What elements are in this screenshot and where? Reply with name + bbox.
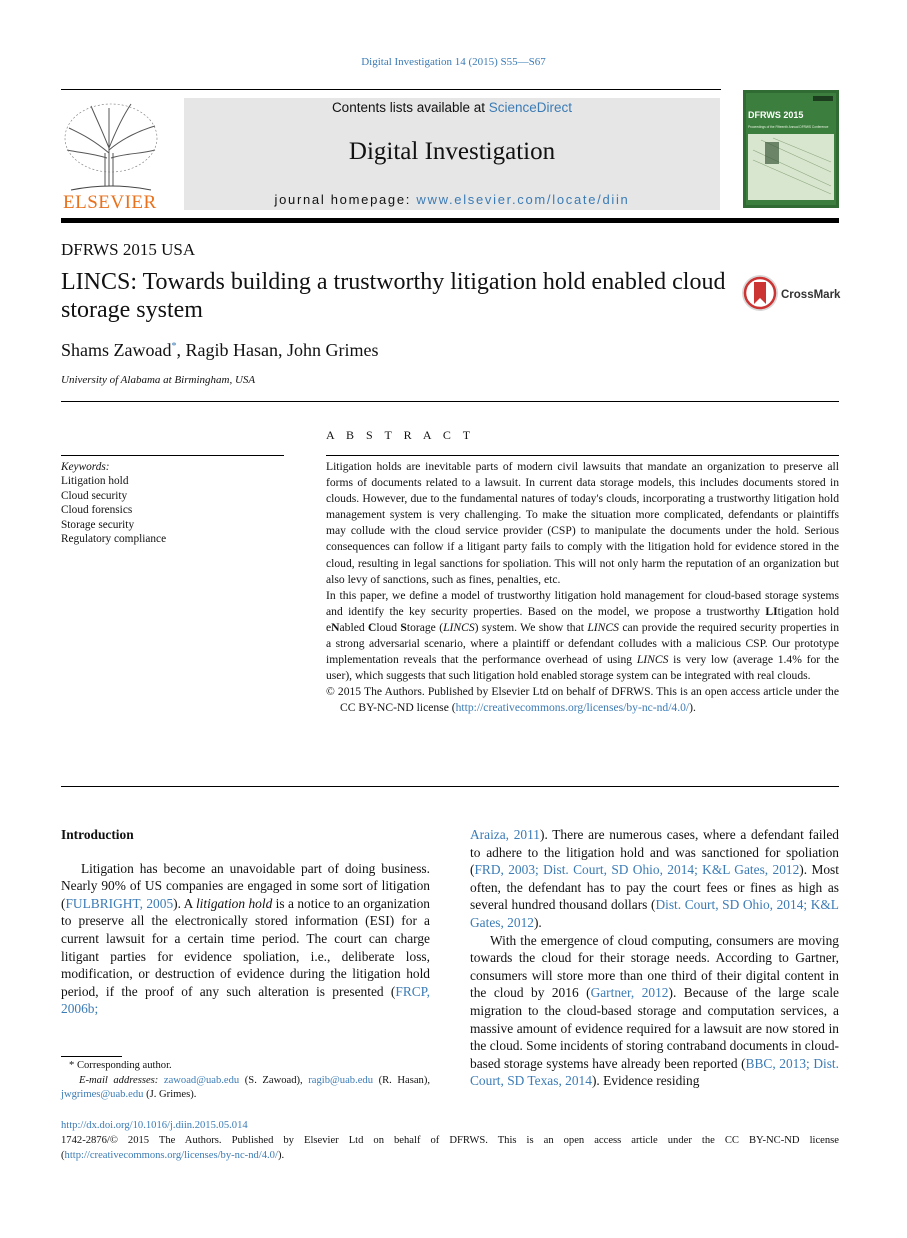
corresponding-author-mark[interactable]: *: [171, 341, 177, 352]
footnote-rule: [61, 1056, 122, 1057]
cover-subtitle: Proceedings of the Fifteenth Annual DFRWS Conference: [748, 125, 829, 129]
email-note: E-mail addresses: zawoad@uab.edu (S. Zawoad), ragib@uab.edu (R. Hasan), jwgrimes@uab.edu (J. Grimes).: [61, 1074, 431, 1101]
email-link[interactable]: ragib@uab.edu: [308, 1074, 374, 1086]
journal-name: Digital Investigation: [348, 138, 556, 165]
keyword-item: Cloud security: [61, 489, 128, 502]
reference-link[interactable]: FRCP, 2006b;: [61, 983, 430, 1017]
crossmark-button[interactable]: [741, 273, 841, 313]
header-bottom-rule: [61, 218, 839, 223]
abstract-paragraph: Litigation holds are inevitable parts of modern civil lawsuits that mandate an organization to preserve all forms of documents related to a lawsuit. In current data storage models, this includes documents stored in clouds. However, due to the fundamental natures of today's clouds, incorporating a trustworthy litigation hold management system is very challenging. To make the situation more complicated, defendants or plaintiffs may collude with the cloud service provider (CSP) to manipulate the documents under the hold. Serious consequences can follow if a litigant party fails to comply with the litigation hold for evidence stored in the cloud, resulting in legal sanctions for spoliation. This will not only harm the reputation of an organization but also levy of sanctions, such as fines, penalties, etc.: [326, 460, 839, 586]
elsevier-wordmark: ELSEVIER: [63, 192, 157, 210]
email-link[interactable]: zawoad@uab.edu: [163, 1074, 240, 1086]
header-top-rule: [61, 89, 721, 90]
contents-prefix: Contents lists available at: [331, 100, 489, 115]
keywords-block: [61, 460, 284, 546]
doi-line[interactable]: [61, 1120, 248, 1131]
body-column-left: [61, 826, 430, 1018]
corresponding-note: * Corresponding author.: [69, 1060, 172, 1071]
divider: [61, 786, 839, 787]
author-1: Shams Zawoad: [61, 340, 172, 360]
reference-link[interactable]: FULBRIGHT, 2005: [65, 895, 174, 911]
homepage-prefix: journal homepage:: [274, 192, 417, 207]
doi-link[interactable]: http://dx.doi.org/10.1016/j.diin.2015.05.014: [61, 1120, 248, 1131]
section-tag: DFRWS 2015 USA: [61, 240, 196, 259]
license-link[interactable]: http://creativecommons.org/licenses/by-nc-nd/4.0/: [64, 1149, 278, 1161]
sciencedirect-link[interactable]: ScienceDirect: [488, 100, 573, 115]
author-list: [61, 340, 378, 361]
keyword-item: Cloud forensics: [61, 504, 133, 517]
reference-link[interactable]: FRD, 2003; Dist. Court, SD Ohio, 2014; K&L Gates, 2012: [474, 862, 800, 878]
article-title: LINCS: Towards building a trustworthy litigation hold enabled cloud storage system: [61, 269, 726, 323]
keyword-item: Litigation hold: [61, 475, 129, 488]
journal-citation[interactable]: [0, 56, 907, 68]
affiliation: University of Alabama at Birmingham, USA: [61, 374, 256, 386]
keyword-item: Regulatory compliance: [61, 533, 167, 546]
divider: [61, 455, 284, 456]
body-paragraph: With the emergence of cloud computing, consumers are moving towards the cloud for their storage needs. According to Gartner, consumers will store more than one third of their digital content in the cloud by 2016 (Gartner, 2012). Because of the large scale migration to the cloud-based storage and computation services, a massive amount of evidence required for a lawsuit are now stored in the cloud. Some incidents of storing contraband documents in cloud-based storage systems have already been reported (BBC, 2013; Dist. Court, SD Texas, 2014). Evidence residing: [470, 932, 839, 1089]
homepage-line: [184, 192, 720, 207]
reference-link[interactable]: Dist. Court, SD Ohio, 2014; K&L Gates, 2012: [470, 897, 839, 930]
citation-link[interactable]: Digital Investigation 14 (2015) S55—S67: [361, 56, 546, 68]
keywords-heading: Keywords:: [61, 461, 110, 473]
section-heading: Introduction: [61, 827, 134, 842]
divider: [326, 455, 839, 456]
homepage-link[interactable]: www.elsevier.com/locate/diin: [416, 192, 630, 207]
license-link[interactable]: http://creativecommons.org/licenses/by-nc-nd/4.0/: [455, 701, 690, 715]
email-link[interactable]: jwgrimes@uab.edu: [61, 1089, 144, 1101]
issn-line: 1742-2876/© 2015 The Authors. Published by Elsevier Ltd on behalf of DFRWS. This is an open access article under the CC BY-NC-ND license (http://creativecommons.org/licenses/by-nc-nd/4.0/).: [61, 1135, 839, 1161]
abstract-heading: A B S T R A C T: [326, 428, 475, 442]
cover-title: DFRWS 2015: [748, 110, 804, 120]
keyword-item: Storage security: [61, 518, 135, 531]
body-paragraph: Araiza, 2011). There are numerous cases, where a defendant failed to adhere to the litigation hold and was sanctioned for spoliation (FRD, 2003; Dist. Court, SD Ohio, 2014; K&L Gates, 2012). Most often, the defendant has to pay the court fees or fines as high as several hundred thousand dollars (Dist. Court, SD Ohio, 2014; K&L Gates, 2012).: [470, 827, 839, 930]
crossmark-label: CrossMark: [781, 289, 841, 301]
abstract-text: [326, 459, 839, 717]
body-paragraph: Litigation has become an unavoidable part of doing business. Nearly 90% of US companies are engaged in some sort of litigation (FULBRIGHT, 2005). A litigation hold is a notice to an organization to preserve all the electronically stored information (ESI) for a current lawsuit for a certain time period. The court can charge litigant parties for evidence spoliation, i.e., deliberate loss, modification, or destruction of evidence during the litigation hold period, if the proof of any such alteration is presented (FRCP, 2006b;: [61, 860, 430, 1017]
reference-link[interactable]: Araiza, 2011: [470, 827, 540, 842]
contents-line: [184, 100, 720, 115]
divider: [61, 401, 839, 402]
journal-cover-image: [743, 90, 839, 208]
body-column-right: [470, 826, 839, 1090]
reference-link[interactable]: Gartner, 2012: [590, 985, 669, 1001]
abstract-paragraph: In this paper, we define a model of trustworthy litigation hold management for cloud-based storage systems and identify the key security properties. Based on the model, we propose a trustworthy LItigation hold eNabled Cloud Storage (LINCS) system. We show that LINCS can provide the required security properties in a strong adversarial scenario, where a plaintiff or defendant colludes with a malicious CSP. Our prototype implementation reveals that the performance overhead of using LINCS is very low (average 1.4% for the user), which suggests that such litigation hold enabled storage system can be integrated with real clouds.: [326, 588, 839, 683]
footnote: [61, 1059, 430, 1103]
reference-link[interactable]: BBC, 2013; Dist. Court, SD Texas, 2014: [470, 1055, 839, 1089]
license-statement: © 2015 The Authors. Published by Elsevier Ltd on behalf of DFRWS. This is an open access article under the CC BY-NC-ND license (http://creativecommons.org/licenses/by-nc-nd/4.0/).: [326, 685, 839, 715]
elsevier-logo: [61, 98, 161, 210]
other-authors: , Ragib Hasan, John Grimes: [176, 340, 379, 360]
